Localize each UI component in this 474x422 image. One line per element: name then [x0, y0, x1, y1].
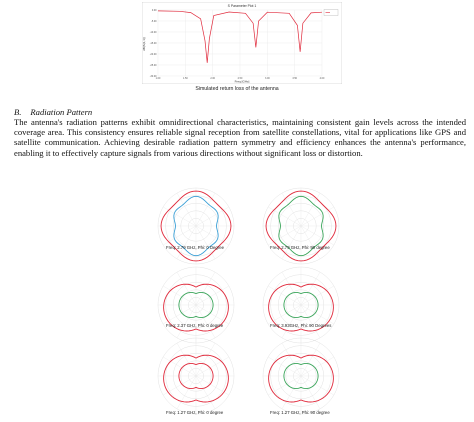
x-tick-label: 1.00 — [155, 77, 161, 81]
pattern-caption-1: Freq: 2.79 GHz, Phi: 0 Degree — [166, 245, 225, 250]
polar-spoke — [301, 226, 320, 259]
y-tick-label: -10.00 — [149, 30, 157, 34]
section-number: B. — [14, 107, 22, 117]
return-loss-chart — [142, 2, 342, 84]
polar-plot-6 — [255, 330, 347, 422]
pattern-caption-5: Freq: 1.27 GHz, Phi: 0 degree — [166, 410, 224, 415]
y-tick-label: 0.00 — [151, 8, 157, 12]
x-tick-label: 2.00 — [210, 77, 215, 81]
legend — [324, 10, 338, 16]
section-heading — [14, 107, 92, 117]
x-tick-label: 2.50 — [237, 77, 243, 81]
polar-spoke — [196, 193, 215, 226]
pattern-caption-6: Freq: 1.27 GHz, Phi: 90 degree — [270, 410, 330, 415]
polar-spoke — [282, 193, 301, 226]
polar-spoke — [301, 193, 320, 226]
polar-spoke — [177, 226, 196, 259]
y-axis-label: dB(S(1,1)) — [142, 37, 146, 51]
polar-spoke — [196, 226, 215, 259]
y-tick-label: -15.00 — [149, 41, 157, 45]
y-tick-label: -20.00 — [149, 52, 157, 56]
polar-spoke — [163, 207, 196, 226]
chart-title: S Parameter Plot 1 — [227, 4, 257, 8]
polar-spoke — [196, 226, 229, 245]
polar-spoke — [282, 226, 301, 259]
pattern-caption-2: Freq: 2.79 GHz, Phi: 90 degree — [270, 245, 330, 250]
polar-spoke — [177, 193, 196, 226]
polar-spoke — [301, 207, 334, 226]
return-loss-plot — [142, 2, 342, 84]
y-tick-label: -5.00 — [151, 19, 157, 23]
x-axis-label: Freq [GHz] — [234, 79, 250, 84]
x-tick-label: 3.50 — [292, 77, 297, 81]
pattern-caption-4: Freq: 3.93GHz, Phi: 90 Degrees — [270, 323, 332, 328]
x-tick-label: 3.00 — [265, 77, 270, 81]
polar-spoke — [163, 226, 196, 245]
y-tick-label: -30.00 — [149, 74, 157, 78]
x-tick-label: 1.50 — [183, 77, 188, 81]
section-paragraph: The antenna's radiation patterns exhibit omnidirectional characteristics, maintaining consistent gain levels across the intended coverage area. This consistency ensures reliable signal reception from satellite constellations, vital for applications like GPS and satellite communication. Achieving desirable radiation pattern symmetry and efficiency enhances the antenna's performance, enabling it to effectively capture signals from various directions without significant loss or distortion. — [14, 117, 466, 158]
polar-spoke — [268, 207, 301, 226]
pattern-caption-3: Freq: 2.37 GHz, Phi: 0 degree — [166, 323, 224, 328]
figure-caption: Simulated return loss of the antenna — [195, 86, 279, 92]
polar-plot-5 — [150, 330, 242, 422]
polar-spoke — [268, 226, 301, 245]
section-title: Radiation Pattern — [30, 107, 93, 117]
y-tick-label: -25.00 — [149, 63, 157, 67]
x-tick-label: 4.00 — [319, 77, 325, 81]
polar-spoke — [301, 226, 334, 245]
polar-spoke — [196, 207, 229, 226]
